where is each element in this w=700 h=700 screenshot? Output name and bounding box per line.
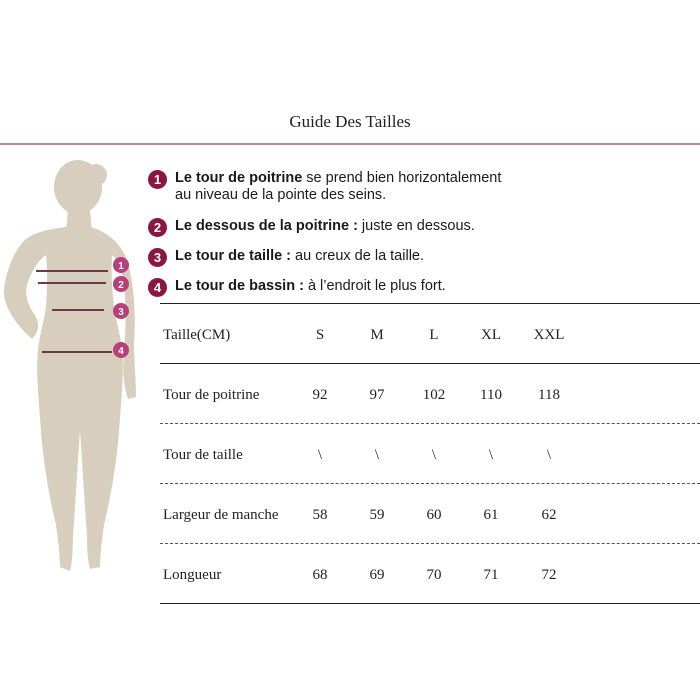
note-heading: Le tour de taille : [175,248,292,264]
table-cell: 118 [538,387,560,403]
note-underbust [148,218,475,235]
marker-2-label: 2 [118,280,124,291]
header-size-s: S [315,327,325,343]
page-title: Guide Des Tailles [289,112,411,131]
note-text-line2: au niveau de la pointe des seins. [175,187,387,203]
marker-1-label: 1 [118,261,124,272]
table-cell: 110 [480,387,502,403]
table-row [160,364,700,424]
note-text: se prend bien horizontalement [302,170,502,186]
title-divider [0,143,700,145]
table-cell: \ [546,447,552,463]
table-cell: 69 [369,567,385,583]
table-cell: 92 [312,387,328,403]
note-text: à l’endroit le plus fort. [303,278,446,294]
silhouette [4,160,136,571]
note-heading: Le tour de bassin : [175,278,304,294]
measurement-notes [148,170,700,295]
table-cell: 71 [483,567,499,583]
table-cell: \ [488,447,494,463]
note-heading: Le dessous de la poitrine : [175,218,358,234]
header-size-m: M [370,327,384,343]
table-cell: 62 [541,507,557,523]
table-cell: 59 [369,507,385,523]
table-cell: 72 [541,567,557,583]
row-label: Longueur [163,567,222,583]
note-number-badge: 2 [148,218,167,237]
row-label: Tour de taille [163,447,243,463]
table-cell: \ [374,447,380,463]
table-cell: \ [431,447,437,463]
note-number-badge: 1 [148,170,167,189]
marker-4-label: 4 [118,346,124,357]
table-row [160,544,700,603]
size-table [160,303,700,604]
note-waist [148,248,424,265]
table-cell: 58 [312,507,328,523]
header-size-l: L [429,327,439,343]
header-size-xl: XL [481,327,501,343]
note-number-badge: 3 [148,248,167,267]
header-label: Taille(CM) [163,327,231,343]
note-text: au creux de la taille. [291,248,425,264]
note-text: juste en dessous. [357,218,475,234]
table-row [160,484,700,544]
note-hips [148,278,446,295]
table-row [160,424,700,484]
marker-3-label: 3 [118,307,124,318]
table-cell: 60 [426,507,442,523]
note-chest [148,170,700,204]
table-cell: \ [317,447,323,463]
table-cell: 70 [426,567,442,583]
row-label: Largeur de manche [163,507,279,523]
table-cell: 97 [369,387,385,403]
table-header-row [160,304,700,364]
body-silhouette-figure [0,155,160,585]
header-size-xxl: XXL [533,327,565,343]
table-cell: 68 [312,567,328,583]
table-cell: 61 [483,507,499,523]
table-cell: 102 [422,387,446,403]
note-heading: Le tour de poitrine [175,170,303,186]
row-label: Tour de poitrine [163,387,260,403]
note-number-badge: 4 [148,278,167,297]
